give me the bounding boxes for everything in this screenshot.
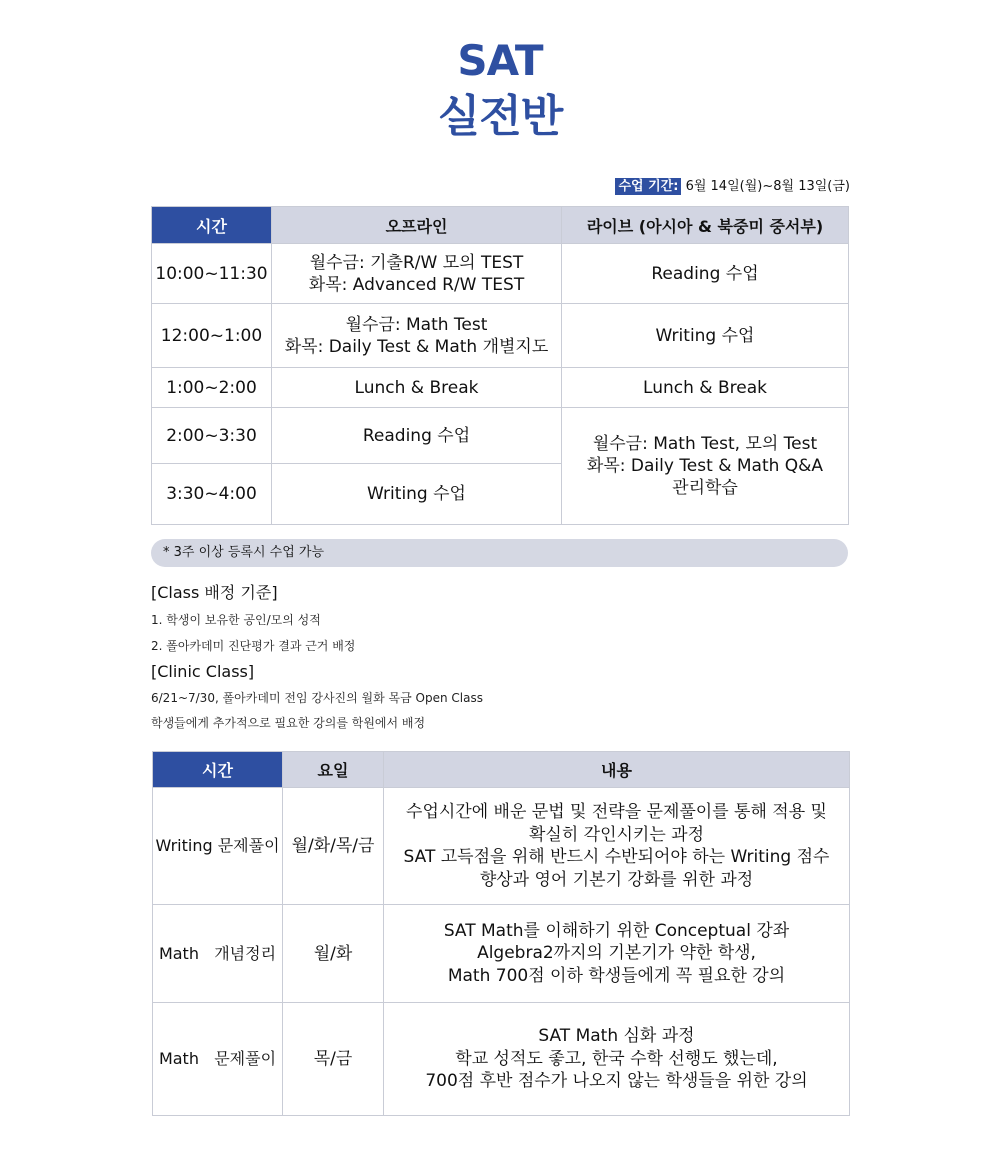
clinic-header-days: 요일: [283, 752, 384, 788]
registration-note: * 3주 이상 등록시 수업 가능: [151, 539, 848, 567]
clinic-line: 학생들에게 추가적으로 필요한 강의를 학원에서 배정: [151, 716, 426, 730]
offline-line: 화목: Daily Test & Math 개별지도: [284, 336, 549, 357]
page-subtitle: 실전반: [437, 91, 563, 142]
clinic-table: [152, 751, 850, 1116]
header-live: 라이브 (아시아 & 북중미 중서부): [562, 207, 849, 244]
header-offline: 오프라인: [272, 207, 562, 244]
live-cell: Reading 수업: [562, 244, 849, 304]
course-days: 월/화: [283, 905, 384, 1003]
content-line: 학교 성적도 좋고, 한국 수학 선행도 했는데,: [455, 1048, 778, 1069]
table-row: [152, 408, 849, 464]
offline-cell: [272, 244, 562, 304]
time-cell: 2:00~3:30: [152, 408, 272, 464]
content-line: 향상과 영어 기본기 강화를 위한 과정: [479, 869, 754, 890]
page-title: SAT: [457, 36, 543, 85]
offline-cell: Writing 수업: [272, 464, 562, 525]
table-row: [152, 368, 849, 408]
table-row: [153, 1003, 850, 1116]
class-period-label: 수업 기간:: [615, 178, 681, 195]
course-content: [384, 788, 850, 905]
live-line: 화목: Daily Test & Math Q&A: [586, 456, 824, 476]
content-line: 700점 후반 점수가 나오지 않는 학생들을 위한 강의: [425, 1071, 808, 1092]
time-cell: 12:00~1:00: [152, 304, 272, 368]
class-period: [615, 178, 850, 196]
course-days: 월/화/목/금: [283, 788, 384, 905]
table-row: [153, 905, 850, 1003]
live-line: 관리학습: [672, 478, 738, 498]
live-line: 월수금: Math Test, 모의 Test: [592, 434, 818, 454]
criteria-item: 2. 폴아카데미 진단평가 결과 근거 배정: [151, 639, 356, 653]
offline-line: 월수금: Math Test: [345, 314, 488, 335]
content-line: 수업시간에 배운 문법 및 전략을 문제풀이를 통해 적용 및: [406, 802, 827, 822]
clinic-line: 6/21~7/30, 폴아카데미 전임 강사진의 월화 목금 Open Class: [151, 691, 483, 705]
content-line: SAT 고득점을 위해 반드시 수반되어야 하는 Writing 점수: [403, 847, 830, 867]
class-period-value: 6월 14일(월)~8월 13일(금): [685, 179, 850, 194]
class-criteria-heading: [Class 배정 기준]: [151, 583, 278, 602]
offline-cell: Reading 수업: [272, 408, 562, 464]
header-time: 시간: [152, 207, 272, 244]
table-row: [152, 304, 849, 368]
offline-cell: [272, 304, 562, 368]
offline-cell: Lunch & Break: [272, 368, 562, 408]
content-line: Algebra2까지의 기본기가 약한 학생,: [477, 943, 756, 964]
clinic-header-time: 시간: [153, 752, 283, 788]
time-cell: 1:00~2:00: [152, 368, 272, 408]
course-name: Math 개념정리: [153, 905, 283, 1003]
content-line: Math 700점 이하 학생들에게 꼭 필요한 강의: [447, 965, 786, 986]
content-line: 확실히 각인시키는 과정: [528, 824, 705, 845]
live-cell: Writing 수업: [562, 304, 849, 368]
criteria-item: 1. 학생이 보유한 공인/모의 성적: [151, 613, 321, 627]
schedule-table: [151, 206, 849, 525]
live-cell: Lunch & Break: [562, 368, 849, 408]
table-row: [152, 244, 849, 304]
course-days: 목/금: [283, 1003, 384, 1116]
course-name: Writing 문제풀이: [153, 788, 283, 905]
content-line: SAT Math를 이해하기 위한 Conceptual 강좌: [443, 920, 790, 941]
course-name: Math 문제풀이: [153, 1003, 283, 1116]
table-row: [153, 788, 850, 905]
live-merged-cell: [562, 408, 849, 525]
time-cell: 3:30~4:00: [152, 464, 272, 525]
clinic-heading: [Clinic Class]: [151, 662, 255, 681]
course-content: [384, 1003, 850, 1116]
time-cell: 10:00~11:30: [152, 244, 272, 304]
offline-line: 화목: Advanced R/W TEST: [308, 274, 525, 295]
content-line: SAT Math 심화 과정: [538, 1026, 695, 1047]
offline-line: 월수금: 기출R/W 모의 TEST: [309, 252, 524, 273]
clinic-header-content: 내용: [384, 752, 850, 788]
course-content: [384, 905, 850, 1003]
